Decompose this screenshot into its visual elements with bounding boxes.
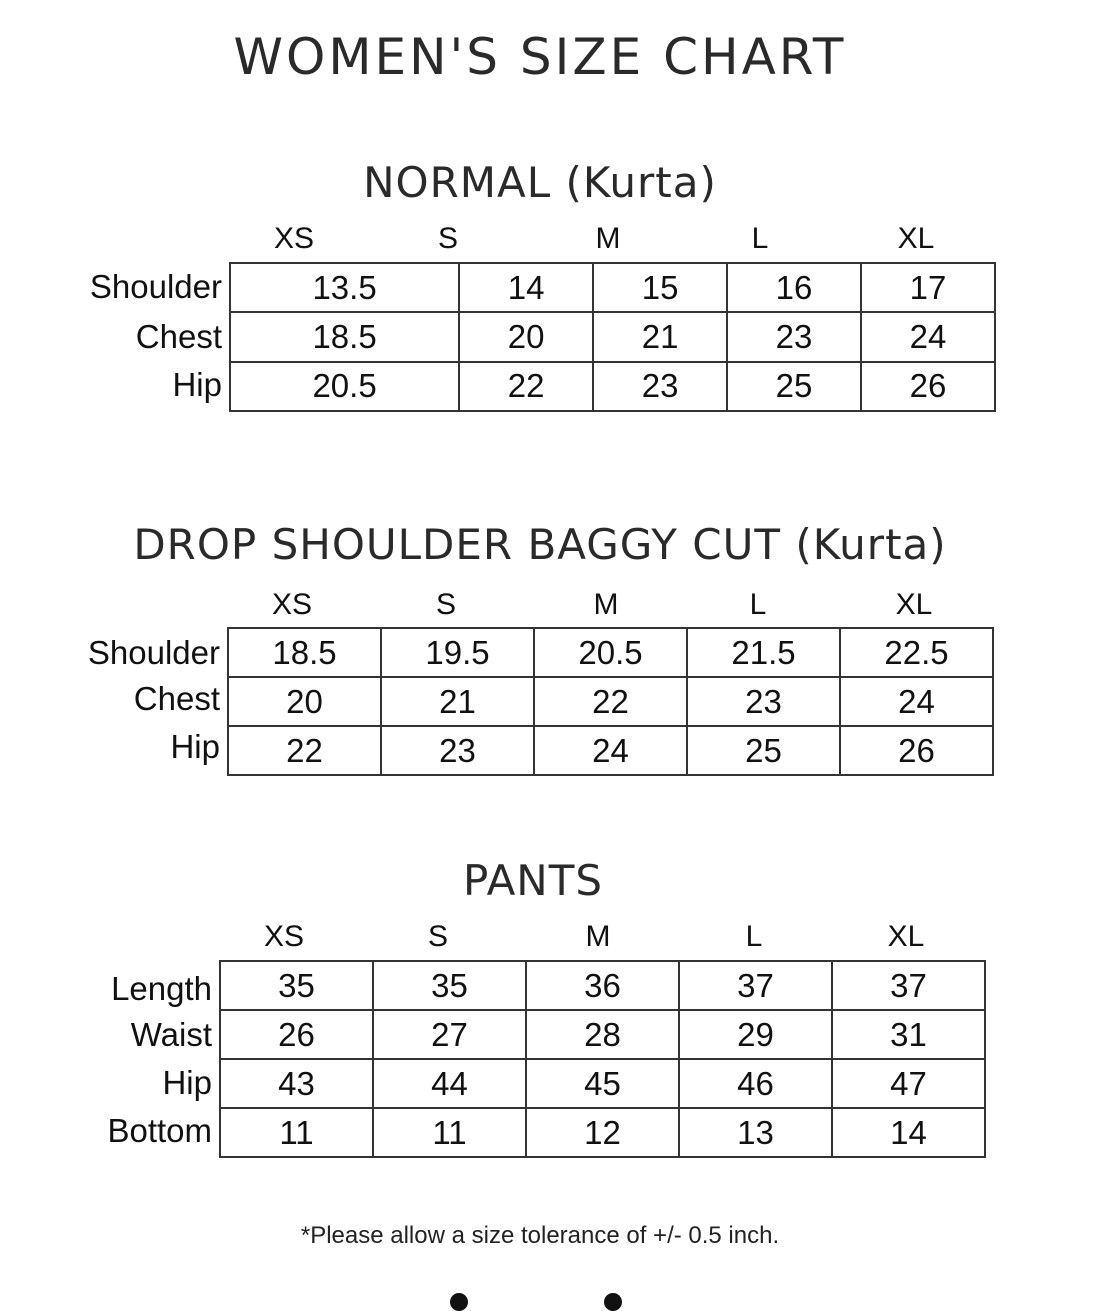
table-cell: 37 [832,961,985,1010]
table-cell: 23 [727,312,861,361]
table-row [220,961,985,1010]
table-cell: 47 [832,1059,985,1108]
table-cell: 11 [373,1108,526,1157]
decorative-dot [604,1293,622,1311]
table-cell: 20 [459,312,593,361]
table-cell: 26 [861,362,995,411]
table-cell: 25 [687,726,840,775]
normal-kurta-table [229,262,996,412]
table-cell: 23 [687,677,840,726]
section-title-normal: NORMAL (Kurta) [363,158,717,207]
table-row [230,362,995,411]
row-label-shoulder: Shoulder [87,634,220,671]
row-label-hip: Hip [170,728,220,765]
table-cell: 36 [526,961,679,1010]
table-cell: 22 [534,677,687,726]
table-row [228,726,993,775]
row-label-chest: Chest [133,680,220,717]
size-xl: XL [887,920,925,953]
row-label-hip: Hip [162,1064,212,1101]
row-label-chest: Chest [135,318,222,355]
table-cell: 23 [381,726,534,775]
table-cell: 24 [840,677,993,726]
table-row [230,263,995,312]
table-cell: 22.5 [840,628,993,677]
tolerance-note: *Please allow a size tolerance of +/- 0.5 inch. [300,1222,780,1249]
table-cell: 15 [593,263,727,312]
size-s: S [427,920,448,953]
decorative-dot [450,1293,468,1311]
row-label-waist: Waist [130,1016,212,1053]
table-cell: 11 [220,1108,373,1157]
page-title: WOMEN'S SIZE CHART [233,28,847,86]
table-cell: 37 [679,961,832,1010]
table-row [228,677,993,726]
table-cell: 24 [861,312,995,361]
size-m: M [593,588,619,621]
size-l: L [749,588,767,621]
table-cell: 20.5 [230,362,459,411]
size-m: M [585,920,611,953]
size-l: L [745,920,763,953]
table-cell: 14 [459,263,593,312]
table-cell: 35 [373,961,526,1010]
table-cell: 21 [381,677,534,726]
row-label-bottom: Bottom [107,1112,212,1149]
table-cell: 20 [228,677,381,726]
table-cell: 27 [373,1010,526,1059]
table-row [220,1010,985,1059]
size-s: S [437,222,458,255]
size-xs: XS [271,588,313,621]
table-cell: 21.5 [687,628,840,677]
table-cell: 19.5 [381,628,534,677]
row-label-hip: Hip [172,366,222,403]
table-cell: 21 [593,312,727,361]
table-cell: 26 [840,726,993,775]
table-cell: 24 [534,726,687,775]
table-cell: 18.5 [228,628,381,677]
table-cell: 22 [459,362,593,411]
table-cell: 20.5 [534,628,687,677]
table-row [220,1059,985,1108]
table-cell: 25 [727,362,861,411]
table-cell: 22 [228,726,381,775]
size-l: L [751,222,769,255]
table-row [220,1108,985,1157]
pants-table [219,960,986,1158]
size-xs: XS [273,222,315,255]
drop-shoulder-kurta-table [227,627,994,776]
size-xl: XL [895,588,933,621]
table-cell: 13 [679,1108,832,1157]
table-cell: 17 [861,263,995,312]
row-label-length: Length [111,970,212,1007]
section-title-pants: PANTS [462,856,604,905]
table-cell: 31 [832,1010,985,1059]
table-cell: 18.5 [230,312,459,361]
size-xl: XL [897,222,935,255]
table-cell: 12 [526,1108,679,1157]
table-cell: 29 [679,1010,832,1059]
size-xs: XS [263,920,305,953]
size-m: M [595,222,621,255]
table-cell: 26 [220,1010,373,1059]
table-cell: 14 [832,1108,985,1157]
table-cell: 46 [679,1059,832,1108]
table-cell: 35 [220,961,373,1010]
table-cell: 16 [727,263,861,312]
table-cell: 28 [526,1010,679,1059]
size-s: S [435,588,456,621]
table-cell: 23 [593,362,727,411]
table-cell: 45 [526,1059,679,1108]
table-cell: 43 [220,1059,373,1108]
table-cell: 44 [373,1059,526,1108]
row-label-shoulder: Shoulder [89,268,222,305]
table-row [230,312,995,361]
table-cell: 13.5 [230,263,459,312]
section-title-drop-shoulder: DROP SHOULDER BAGGY CUT (Kurta) [133,520,947,569]
table-row [228,628,993,677]
